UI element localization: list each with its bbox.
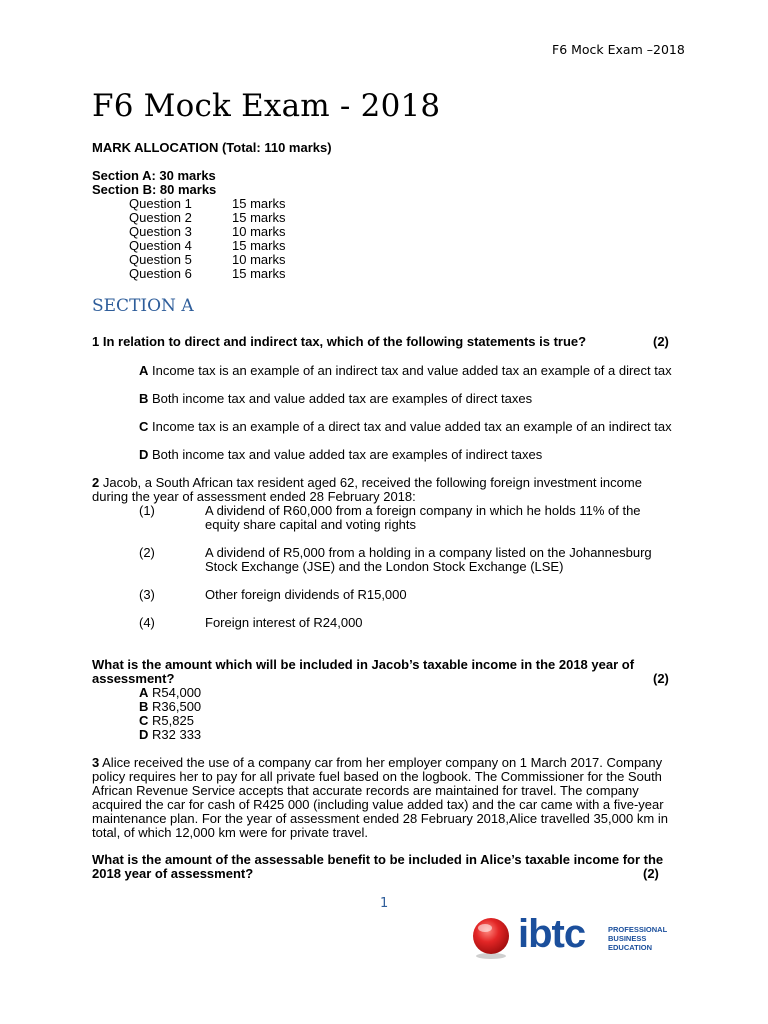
q2-marks: (2) bbox=[653, 671, 669, 686]
q3-marks: (2) bbox=[643, 866, 659, 881]
allocation-question-label: Question 5 bbox=[129, 252, 192, 267]
allocation-question-label: Question 3 bbox=[129, 224, 192, 239]
q3-paragraph-line bbox=[92, 756, 662, 770]
q1-option-d bbox=[139, 448, 542, 462]
q3-line-text: Alice received the use of a company car from her employer company on 1 March 2017. Company bbox=[102, 755, 663, 770]
option-letter: C bbox=[139, 713, 149, 728]
allocation-question-label: Question 4 bbox=[129, 238, 192, 253]
option-letter: A bbox=[139, 685, 149, 700]
mark-allocation-heading: MARK ALLOCATION (Total: 110 marks) bbox=[92, 140, 332, 155]
section-b-marks: Section B: 80 marks bbox=[92, 182, 217, 197]
option-letter: C bbox=[139, 419, 149, 434]
q2-intro-line: during the year of assessment ended 28 February 2018: bbox=[92, 489, 416, 504]
allocation-question-marks: 15 marks bbox=[232, 210, 286, 225]
section-heading: SECTION A bbox=[92, 296, 194, 316]
page-title: F6 Mock Exam - 2018 bbox=[92, 88, 441, 124]
q2-item-text: Foreign interest of R24,000 bbox=[205, 615, 363, 630]
allocation-question-marks: 15 marks bbox=[232, 196, 286, 211]
q3-paragraph-line: policy requires her to pay for all private fuel based on the logbook. The Commissioner for the South bbox=[92, 769, 662, 784]
option-text: Both income tax and value added tax are examples of indirect taxes bbox=[152, 447, 543, 462]
q1-text: 1 In relation to direct and indirect tax, which of the following statements is true? bbox=[92, 334, 587, 349]
option-letter: D bbox=[139, 727, 149, 742]
q3-question: 2018 year of assessment? bbox=[92, 866, 254, 881]
option-letter: D bbox=[139, 447, 149, 462]
q2-item-number: (1) bbox=[139, 503, 155, 518]
allocation-question-marks: 15 marks bbox=[232, 238, 286, 253]
q2-item-text: A dividend of R60,000 from a foreign company in which he holds 11% of the bbox=[205, 503, 641, 518]
q2-item-text: A dividend of R5,000 from a holding in a company listed on the Johannesburg bbox=[205, 545, 652, 560]
q2-item-text: equity share capital and voting rights bbox=[205, 517, 417, 532]
allocation-question-label: Question 1 bbox=[129, 196, 192, 211]
option-text: Income tax is an example of a direct tax and value added tax an example of an indirect tax bbox=[152, 419, 672, 434]
q2-option-a bbox=[139, 686, 201, 700]
q2-option-d bbox=[139, 728, 201, 742]
option-text: R5,825 bbox=[152, 713, 194, 728]
q2-intro bbox=[92, 476, 642, 490]
question-number: 3 bbox=[92, 755, 100, 770]
option-letter: B bbox=[139, 699, 149, 714]
logo-tagline: PROFESSIONAL bbox=[608, 925, 668, 934]
logo-tagline: EDUCATION bbox=[608, 943, 653, 952]
q2-question: What is the amount which will be included in Jacob’s taxable income in the 2018 year of bbox=[92, 657, 635, 672]
q3-paragraph-line: acquired the car for cash of R425 000 (including value added tax) and the car came with a five-year bbox=[92, 797, 664, 812]
q2-question: assessment? bbox=[92, 671, 175, 686]
option-text: R32 333 bbox=[152, 727, 202, 742]
option-text: R36,500 bbox=[152, 699, 202, 714]
running-header: F6 Mock Exam –2018 bbox=[552, 42, 685, 57]
q3-paragraph-line: African Revenue Service accepts that accurate records are maintained for travel. The company bbox=[92, 783, 639, 798]
section-a-marks: Section A: 30 marks bbox=[92, 168, 216, 183]
q3-paragraph-line: maintenance plan. For the year of assessment ended 28 February 2018,Alice travelled 35,000 km in bbox=[92, 811, 668, 826]
option-text: R54,000 bbox=[152, 685, 202, 700]
allocation-question-marks: 15 marks bbox=[232, 266, 286, 281]
q1-option-a bbox=[139, 364, 672, 378]
q3-question: What is the amount of the assessable benefit to be included in Alice’s taxable income for the bbox=[92, 852, 664, 867]
q2-option-c bbox=[139, 714, 194, 728]
page-number: 1 bbox=[380, 896, 389, 911]
option-letter: A bbox=[139, 363, 149, 378]
allocation-question-label: Question 6 bbox=[129, 266, 192, 281]
q3-paragraph-line: total, of which 12,000 km were for private travel. bbox=[92, 825, 369, 840]
q2-option-b bbox=[139, 700, 201, 714]
allocation-question-label: Question 2 bbox=[129, 210, 192, 225]
q2-intro-line: Jacob, a South African tax resident aged 62, received the following foreign investment income bbox=[102, 475, 642, 490]
option-text: Both income tax and value added tax are examples of direct taxes bbox=[152, 391, 533, 406]
logo-tagline: BUSINESS bbox=[608, 934, 647, 943]
q2-item-text: Other foreign dividends of R15,000 bbox=[205, 587, 407, 602]
q1-option-c bbox=[139, 420, 672, 434]
question-number: 2 bbox=[92, 475, 100, 490]
logo-brand: ibtc bbox=[518, 912, 586, 956]
q2-item-number: (2) bbox=[139, 545, 155, 560]
q2-item-number: (3) bbox=[139, 587, 155, 602]
q2-item-text: Stock Exchange (JSE) and the London Stock Exchange (LSE) bbox=[205, 559, 564, 574]
allocation-question-marks: 10 marks bbox=[232, 224, 286, 239]
option-text: Income tax is an example of an indirect tax and value added tax an example of a direct tax bbox=[152, 363, 672, 378]
q1-option-b bbox=[139, 392, 532, 406]
ibtc-logo bbox=[470, 912, 680, 964]
q2-item-number: (4) bbox=[139, 615, 155, 630]
q1-marks: (2) bbox=[653, 334, 669, 349]
option-letter: B bbox=[139, 391, 149, 406]
allocation-question-marks: 10 marks bbox=[232, 252, 286, 267]
